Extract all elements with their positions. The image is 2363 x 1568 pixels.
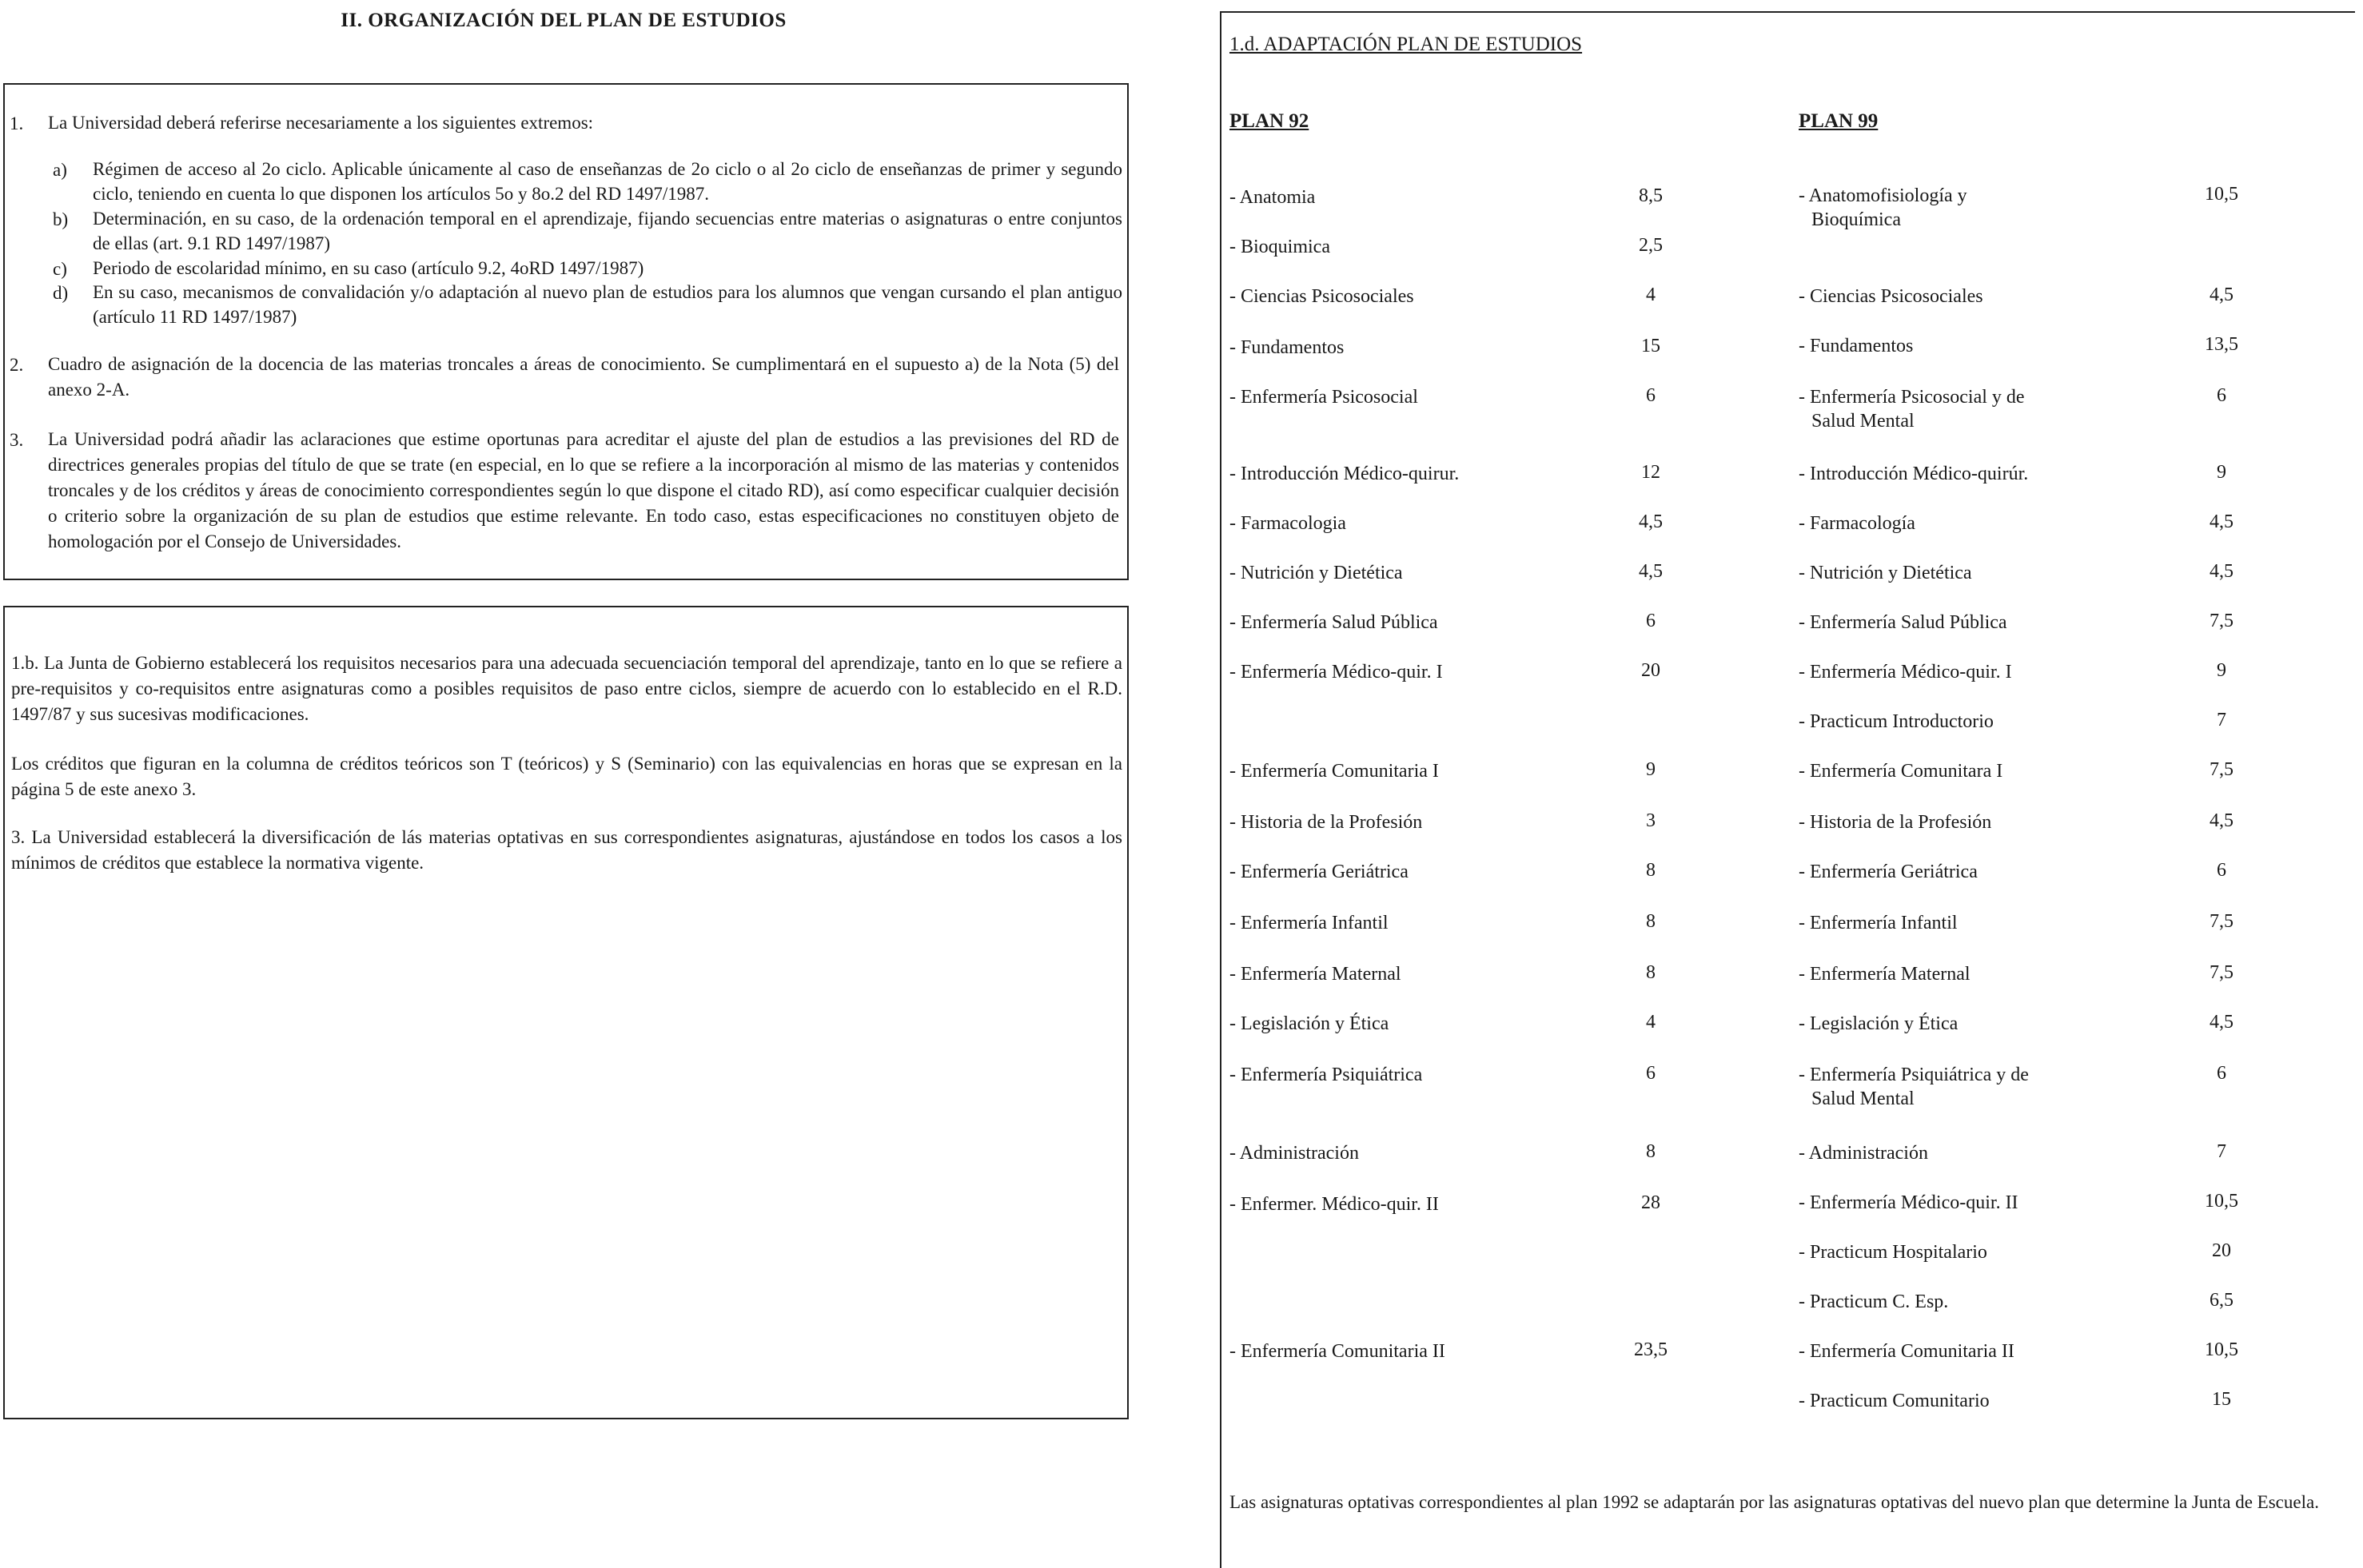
subitem-letter: d): [53, 283, 69, 303]
plan92-course-credits: 8: [1646, 1141, 1656, 1162]
plan92-course-name: - Enfermería Comunitaria I: [1229, 761, 1439, 782]
plan99-course-name: - Enfermería Maternal: [1799, 964, 1970, 985]
plan99-course-name: - Practicum Introductorio: [1799, 711, 1994, 732]
subitem-text: En su caso, mecanismos de convalidación y/o adaptación al nuevo plan de estudios para los alumnos que vengan cursando el plan antiguo (artículo 11 RD 1497/1987): [93, 282, 1122, 327]
adaptation-panel: [1220, 11, 2355, 1568]
plan92-course-credits: 28: [1641, 1192, 1660, 1213]
plan99-course-name: - Ciencias Psicosociales: [1799, 286, 1983, 307]
note-paragraph: Los créditos que figuran en la columna de créditos teóricos son T (teóricos) y S (Seminario) con las equivalencias en horas que se expresan en la página 5 de este anexo 3.: [11, 754, 1122, 799]
plan99-course-credits: 7: [2217, 710, 2226, 730]
notes-box: [3, 606, 1129, 1419]
subitem-letter: c): [53, 259, 67, 279]
plan99-course-credits: 7,5: [2210, 611, 2233, 631]
plan92-course-name: - Bioquimica: [1229, 237, 1330, 257]
plan92-course-credits: 6: [1646, 385, 1656, 406]
plan99-course-name-cont: Salud Mental: [1811, 411, 1915, 432]
plan99-course-credits: 10,5: [2205, 1339, 2238, 1360]
plan92-course-credits: 3: [1646, 810, 1656, 831]
plan92-course-name: - Enfermer. Médico-quir. II: [1229, 1194, 1439, 1215]
subitem-letter: b): [53, 209, 69, 229]
plan92-course-name: - Ciencias Psicosociales: [1229, 286, 1414, 307]
plan92-course-name: - Enfermería Maternal: [1229, 964, 1401, 985]
plan99-course-name: - Nutrición y Dietética: [1799, 563, 1972, 583]
plan92-course-credits: 8: [1646, 860, 1656, 881]
plan99-course-credits: 15: [2212, 1389, 2231, 1410]
plan92-course-name: - Administración: [1229, 1143, 1359, 1164]
plan92-course-credits: 6: [1646, 611, 1656, 631]
plan99-course-name: - Enfermería Psiquiátrica y de: [1799, 1065, 2029, 1085]
plan99-course-name: - Practicum Hospitalario: [1799, 1242, 1987, 1263]
plan92-course-credits: 8: [1646, 962, 1656, 983]
plan92-course-credits: 9: [1646, 759, 1656, 780]
plan99-course-name: - Enfermería Comunitaria II: [1799, 1341, 2014, 1362]
plan99-course-credits: 9: [2217, 660, 2226, 681]
plan99-course-credits: 6,5: [2210, 1290, 2233, 1311]
plan92-course-name: - Enfermería Infantil: [1229, 913, 1389, 933]
plan99-course-name: - Enfermería Psicosocial y de: [1799, 387, 2025, 408]
plan92-course-name: - Enfermería Geriátrica: [1229, 862, 1409, 882]
plan99-course-name-cont: Salud Mental: [1811, 1088, 1915, 1109]
plan92-course-credits: 15: [1641, 336, 1660, 356]
plan92-course-credits: 20: [1641, 660, 1660, 681]
plan99-course-credits: 13,5: [2205, 334, 2238, 355]
item-number: 2.: [10, 355, 24, 375]
plan99-label: PLAN 99: [1799, 110, 1879, 132]
item-number: 1.: [10, 113, 24, 133]
plan99-course-name: - Anatomofisiología y: [1799, 185, 1967, 206]
plan92-course-credits: 23,5: [1634, 1339, 1668, 1360]
item-number: 3.: [10, 430, 24, 450]
plan92-course-name: - Enfermería Psiquiátrica: [1229, 1065, 1423, 1085]
plan92-course-credits: 6: [1646, 1063, 1656, 1084]
plan99-course-name: - Enfermería Médico-quir. I: [1799, 662, 2012, 683]
plan99-course-name: - Farmacología: [1799, 513, 1915, 534]
plan99-course-name: - Practicum Comunitario: [1799, 1391, 1990, 1411]
plan99-course-name-cont: Bioquímica: [1811, 209, 1901, 230]
item-text: La Universidad deberá referirse necesariamente a los siguientes extremos:: [48, 113, 594, 133]
note-paragraph: 1.b. La Junta de Gobierno establecerá los requisitos necesarios para una adecuada secuenciación temporal del aprendizaje, tanto en lo que se refiere a pre-requisitos y co-requisitos entre asignaturas como a posibles requisitos de paso entre ciclos, siempre de acuerdo con lo establecido en el R.D. 1497/87 y sus sucesivas modificaciones.: [11, 653, 1122, 724]
plan99-course-credits: 7,5: [2210, 759, 2233, 780]
plan99-course-credits: 7: [2217, 1141, 2226, 1162]
plan92-course-credits: 4,5: [1639, 561, 1663, 582]
plan99-course-name: - Legislación y Ética: [1799, 1013, 1959, 1034]
plan92-course-credits: 4: [1646, 1012, 1656, 1033]
plan92-course-credits: 4,5: [1639, 511, 1663, 532]
plan99-course-name: - Enfermería Geriátrica: [1799, 862, 1978, 882]
plan99-course-credits: 4,5: [2210, 1012, 2233, 1033]
plan99-course-name: - Enfermería Salud Pública: [1799, 612, 2007, 633]
note-paragraph: 3. La Universidad establecerá la diversificación de lás materias optativas en sus correspondientes asignaturas, ajustándose en todos los casos a los mínimos de créditos que establece la normativa vigente.: [11, 827, 1122, 873]
plan99-course-name: - Introducción Médico-quirúr.: [1799, 464, 2029, 484]
plan99-course-name: - Enfermería Médico-quir. II: [1799, 1192, 2018, 1213]
plan92-course-name: - Farmacologia: [1229, 513, 1346, 534]
plan92-course-credits: 2,5: [1639, 235, 1663, 256]
plan92-course-credits: 4: [1646, 285, 1656, 305]
plan99-course-credits: 4,5: [2210, 810, 2233, 831]
plan92-course-name: - Enfermería Médico-quir. I: [1229, 662, 1443, 683]
plan99-course-credits: 4,5: [2210, 511, 2233, 532]
plan99-course-credits: 20: [2212, 1240, 2231, 1261]
plan99-course-credits: 6: [2217, 860, 2226, 881]
plan99-course-credits: 10,5: [2205, 1191, 2238, 1212]
subitem-text: Determinación, en su caso, de la ordenación temporal en el aprendizaje, fijando secuencias entre materias o asignaturas o entre conjuntos de ellas (art. 9.1 RD 1497/1987): [93, 209, 1122, 253]
plan92-course-credits: 8: [1646, 911, 1656, 932]
page-title: II. ORGANIZACIÓN DEL PLAN DE ESTUDIOS: [341, 10, 787, 31]
plan92-course-name: - Enfermería Psicosocial: [1229, 387, 1418, 408]
plan92-course-name: - Anatomia: [1229, 187, 1316, 208]
plan99-course-credits: 10,5: [2205, 184, 2238, 205]
subitem-letter: a): [53, 160, 67, 180]
item-text: La Universidad podrá añadir las aclaraciones que estime oportunas para acreditar el ajuste del plan de estudios a las previsiones del RD de directrices generales propias del título de que se trate (en especial, en lo que se refiere a la incorporación al mismo de las materias y contenidos troncales y de los créditos y áreas de conocimiento correspondientes según lo que dispone el citado RD), así como especificar cualquier decisión o criterio sobre la organización de su plan de estudios que estime relevante. En todo caso, estas especificaciones no constituyen objeto de homologación por el Consejo de Universidades.: [48, 429, 1119, 551]
plan99-course-credits: 7,5: [2210, 962, 2233, 983]
plan92-course-name: - Nutrición y Dietética: [1229, 563, 1403, 583]
plan92-course-name: - Enfermería Salud Pública: [1229, 612, 1438, 633]
item-text: Cuadro de asignación de la docencia de las materias troncales a áreas de conocimiento. Se cumplimentará en el supuesto a) de la Nota (5) del anexo 2-A.: [48, 354, 1119, 400]
subitem-text: Periodo de escolaridad mínimo, en su caso (artículo 9.2, 4oRD 1497/1987): [93, 258, 644, 278]
plan99-course-credits: 4,5: [2210, 561, 2233, 582]
plan99-course-credits: 9: [2217, 462, 2226, 483]
plan92-course-name: - Legislación y Ética: [1229, 1013, 1389, 1034]
section-heading: 1.d. ADAPTACIÓN PLAN DE ESTUDIOS: [1229, 34, 1583, 55]
plan92-course-name: - Enfermería Comunitaria II: [1229, 1341, 1445, 1362]
plan99-course-name: - Practicum C. Esp.: [1799, 1291, 1949, 1312]
plan99-course-name: - Fundamentos: [1799, 336, 1914, 356]
plan99-course-name: - Enfermería Infantil: [1799, 913, 1958, 933]
plan92-course-name: - Fundamentos: [1229, 337, 1345, 358]
plan92-course-credits: 12: [1641, 462, 1660, 483]
plan92-course-credits: 8,5: [1639, 185, 1663, 206]
plan92-course-name: - Historia de la Profesión: [1229, 812, 1423, 833]
plan99-course-name: - Administración: [1799, 1143, 1928, 1164]
plan92-label: PLAN 92: [1229, 110, 1309, 132]
plan99-course-name: - Historia de la Profesión: [1799, 812, 1992, 833]
plan92-course-name: - Introducción Médico-quirur.: [1229, 464, 1460, 484]
plan99-course-name: - Enfermería Comunitara I: [1799, 761, 2003, 782]
subitem-text: Régimen de acceso al 2o ciclo. Aplicable únicamente al caso de enseñanzas de 2o ciclo o al 2o ciclo de enseñanzas de primer y segundo ciclo, teniendo en cuenta lo que disponen los artículos 5o y 8o.2 del RD 1497/1987.: [93, 159, 1122, 204]
plan99-course-credits: 4,5: [2210, 285, 2233, 305]
plan99-course-credits: 6: [2217, 385, 2226, 406]
instructions-box: [3, 83, 1129, 580]
plan99-course-credits: 7,5: [2210, 911, 2233, 932]
plan99-course-credits: 6: [2217, 1063, 2226, 1084]
footer-note: Las asignaturas optativas correspondientes al plan 1992 se adaptarán por las asignaturas optativas del nuevo plan que determine la Junta de Escuela.: [1229, 1492, 2319, 1512]
